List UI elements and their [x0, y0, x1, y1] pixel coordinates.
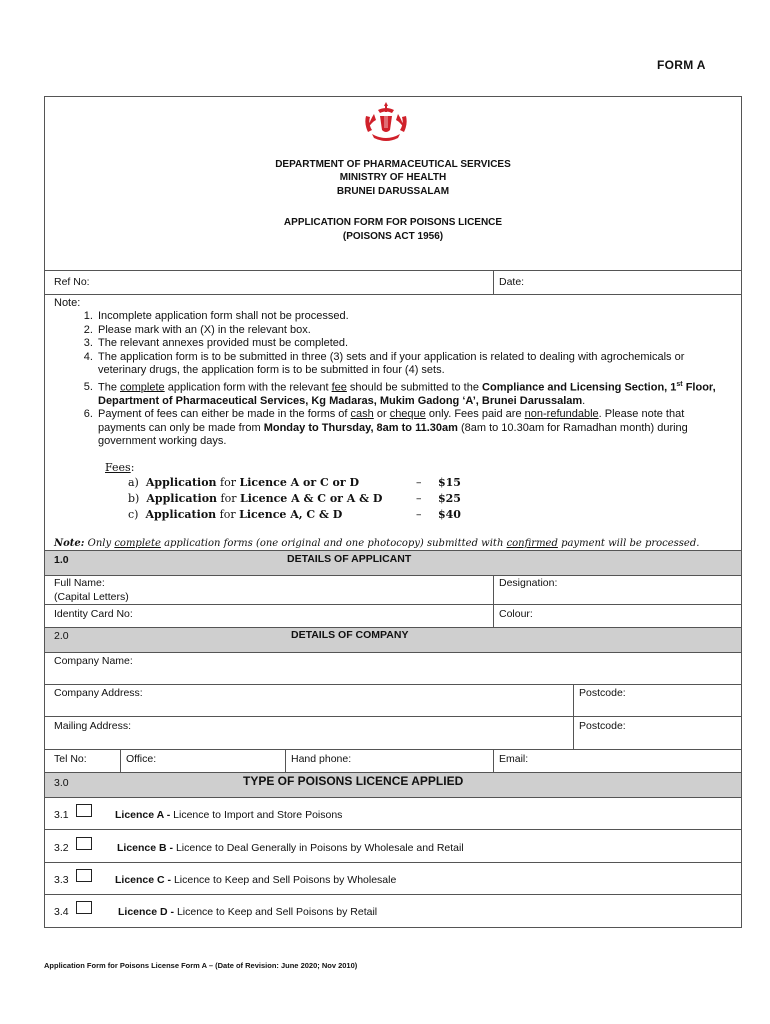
brunei-crest-icon [362, 100, 410, 144]
divider [493, 575, 494, 627]
country-name: BRUNEI DARUSSALAM [336, 186, 450, 197]
divider [44, 270, 742, 271]
colour-label: Colour: [499, 608, 533, 620]
section-3-title: TYPE OF POISONS LICENCE APPLIED [243, 774, 464, 788]
fee-row: b) Application for Licence A & C or A & D [128, 492, 383, 505]
page-footer: Application Form for Poisons License Form A – (Date of Revision: June 2020; Nov 2010) [44, 961, 358, 970]
mailing-postcode-field[interactable] [579, 720, 626, 732]
note-item: 5. The complete application form with the relevant fee should be submitted to the Compliance and Licensing Section, 1st Floor, Department of Pharmaceutical Services, Kg Madaras, Mukim Gadong ‘A’, Brunei Darussalam. [96, 378, 734, 409]
licence-a-number: 3.1 [54, 809, 69, 821]
mailing-address-label: Mailing Address: [54, 720, 132, 732]
full-name-field[interactable] [54, 577, 105, 589]
ref-no-field[interactable] [54, 276, 90, 288]
ministry-name: MINISTRY OF HEALTH [339, 172, 447, 183]
divider [44, 797, 742, 798]
note-item: 2. Please mark with an (X) in the relevant box. [96, 324, 734, 338]
full-name-label: Full Name: [54, 577, 105, 589]
note-label: Note: [54, 297, 81, 309]
payment-note: Note: Only complete application forms (one original and one photocopy) submitted with confirmed payment will be processed. [54, 538, 700, 549]
licence-d-label: Licence D - Licence to Keep and Sell Poisons by Retail [118, 906, 378, 918]
divider [44, 604, 742, 605]
note-item: 4. The application form is to be submitted in three (3) sets and if your application is related to dealing with agrochemicals or veterinary drugs, the application form is to be submitted in four (4) sets. [96, 351, 734, 378]
fee-dash: – [416, 508, 422, 521]
licence-d-checkbox[interactable] [76, 901, 92, 914]
divider [285, 749, 286, 772]
date-label: Date: [499, 276, 525, 288]
email-label: Email: [499, 753, 529, 765]
designation-field[interactable] [499, 577, 557, 589]
date-field[interactable] [499, 276, 524, 288]
divider [44, 684, 742, 685]
act-title: (POISONS ACT 1956) [342, 231, 444, 242]
fees-label: Fees: [105, 461, 135, 474]
company-name-label: Company Name: [54, 655, 133, 667]
divider [493, 270, 494, 294]
hand-phone-label: Hand phone: [291, 753, 352, 765]
divider [44, 716, 742, 717]
postcode-label: Postcode: [579, 687, 626, 699]
divider [44, 829, 742, 830]
divider [493, 749, 494, 772]
form-title: APPLICATION FORM FOR POISONS LICENCE [283, 217, 503, 228]
fee-row: a) Application for Licence A or C or D [128, 476, 360, 489]
company-address-field[interactable] [54, 687, 143, 699]
company-address-label: Company Address: [54, 687, 143, 699]
licence-b-number: 3.2 [54, 842, 69, 854]
licence-c-number: 3.3 [54, 874, 69, 886]
company-postcode-field[interactable] [579, 687, 626, 699]
divider [44, 862, 742, 863]
fee-row: c) Application for Licence A, C & D [128, 508, 343, 521]
note-item: 1. Incomplete application form shall not be processed. [96, 310, 734, 324]
licence-b-checkbox[interactable] [76, 837, 92, 850]
divider [44, 294, 742, 295]
mailing-address-field[interactable] [54, 720, 131, 732]
divider [44, 652, 742, 653]
fee-amount: $15 [438, 476, 461, 489]
office-label: Office: [126, 753, 157, 765]
notes-list [54, 310, 734, 449]
section-1-title: DETAILS OF APPLICANT [287, 553, 412, 565]
fee-dash: – [416, 476, 422, 489]
postcode-label: Postcode: [579, 720, 626, 732]
note-item: 3. The relevant annexes provided must be completed. [96, 337, 734, 351]
department-name: DEPARTMENT OF PHARMACEUTICAL SERVICES [275, 159, 511, 170]
colour-field[interactable] [499, 608, 533, 620]
fee-amount: $40 [438, 508, 461, 521]
tel-no-label: Tel No: [54, 753, 87, 765]
divider [120, 749, 121, 772]
designation-label: Designation: [499, 577, 558, 589]
fee-amount: $25 [438, 492, 461, 505]
company-name-field[interactable] [54, 655, 133, 667]
licence-c-label: Licence C - Licence to Keep and Sell Poisons by Wholesale [115, 874, 397, 886]
hand-phone-field[interactable] [291, 753, 351, 765]
identity-card-field[interactable] [54, 608, 133, 620]
divider [44, 575, 742, 576]
section-1-number: 1.0 [54, 554, 69, 566]
licence-c-checkbox[interactable] [76, 869, 92, 882]
capital-letters-hint: (Capital Letters) [54, 591, 129, 603]
section-2-title: DETAILS OF COMPANY [291, 629, 409, 641]
section-3-number: 3.0 [54, 777, 69, 789]
office-phone-field[interactable] [126, 753, 156, 765]
fee-dash: – [416, 492, 422, 505]
licence-d-number: 3.4 [54, 906, 69, 918]
divider [44, 749, 742, 750]
licence-a-label: Licence A - Licence to Import and Store Poisons [115, 809, 343, 821]
form-code: FORM A [657, 58, 706, 72]
divider [44, 894, 742, 895]
licence-a-checkbox[interactable] [76, 804, 92, 817]
ref-no-label: Ref No: [54, 276, 90, 288]
section-2-number: 2.0 [54, 630, 69, 642]
email-field[interactable] [499, 753, 528, 765]
identity-card-label: Identity Card No: [54, 608, 133, 620]
licence-b-label: Licence B - Licence to Deal Generally in Poisons by Wholesale and Retail [117, 842, 464, 854]
note-item: 6. Payment of fees can either be made in the forms of cash or cheque only. Fees paid are non-refundable. Please note that payments can only be made from Monday to Thursday, 8am to 11.30am (8am to 10.30am for Ramadhan month) during government working days. [96, 408, 734, 449]
